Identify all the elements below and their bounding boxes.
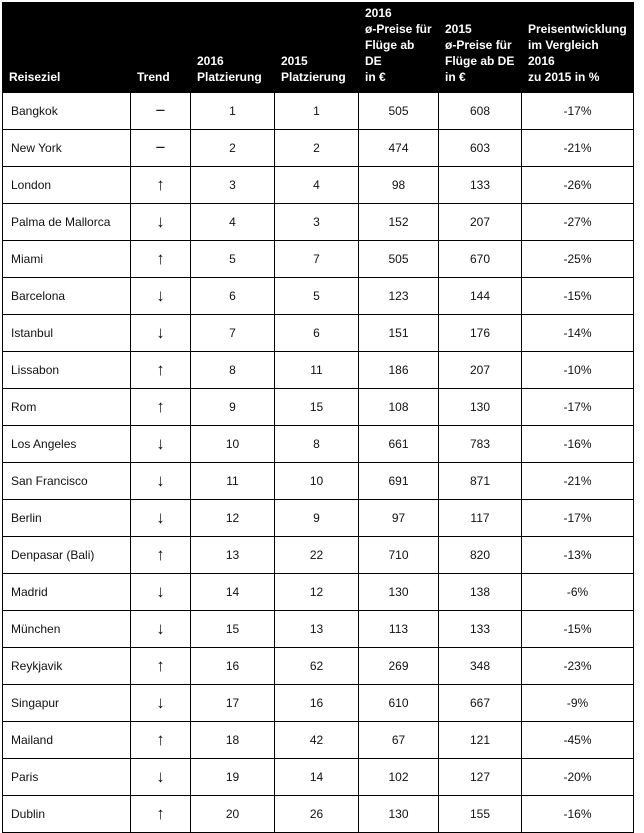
price-change-cell: -21% xyxy=(522,130,634,167)
price-2015-cell: 667 xyxy=(439,685,522,722)
destination-cell: Istanbul xyxy=(3,315,131,352)
price-2015-cell: 603 xyxy=(439,130,522,167)
arrow-up-icon: ↑ xyxy=(156,175,165,194)
rank-2015-cell: 3 xyxy=(275,204,359,241)
destination-cell: Lissabon xyxy=(3,352,131,389)
table-row xyxy=(3,167,634,204)
price-2016-cell: 102 xyxy=(359,759,439,796)
rank-2015-cell: 1 xyxy=(275,93,359,130)
price-2015-cell: 608 xyxy=(439,93,522,130)
price-2015-cell: 130 xyxy=(439,389,522,426)
price-2015-cell: 155 xyxy=(439,796,522,833)
travel-price-table xyxy=(2,2,634,833)
destination-cell: Madrid xyxy=(3,574,131,611)
price-change-cell: -17% xyxy=(522,389,634,426)
price-2015-cell: 871 xyxy=(439,463,522,500)
rank-2016-cell: 2 xyxy=(191,130,275,167)
table-row xyxy=(3,389,634,426)
price-2016-cell: 123 xyxy=(359,278,439,315)
arrow-down-icon: ↓ xyxy=(156,767,165,786)
price-change-cell: -16% xyxy=(522,796,634,833)
dash-icon: − xyxy=(155,138,166,157)
table-row xyxy=(3,500,634,537)
rank-2015-cell: 14 xyxy=(275,759,359,796)
rank-2015-cell: 62 xyxy=(275,648,359,685)
header-destination: Reiseziel xyxy=(3,3,131,93)
rank-2016-cell: 9 xyxy=(191,389,275,426)
rank-2015-cell: 6 xyxy=(275,315,359,352)
price-2016-cell: 505 xyxy=(359,93,439,130)
arrow-up-icon: ↑ xyxy=(156,656,165,675)
price-change-cell: -26% xyxy=(522,167,634,204)
price-2016-cell: 108 xyxy=(359,389,439,426)
price-2016-cell: 186 xyxy=(359,352,439,389)
trend-cell xyxy=(131,204,191,241)
destination-cell: Singapur xyxy=(3,685,131,722)
trend-cell xyxy=(131,574,191,611)
rank-2015-cell: 7 xyxy=(275,241,359,278)
price-2016-cell: 67 xyxy=(359,722,439,759)
rank-2016-cell: 14 xyxy=(191,574,275,611)
table-row xyxy=(3,278,634,315)
table-row xyxy=(3,611,634,648)
dash-icon: − xyxy=(155,101,166,120)
rank-2015-cell: 12 xyxy=(275,574,359,611)
price-2015-cell: 144 xyxy=(439,278,522,315)
price-2015-cell: 127 xyxy=(439,759,522,796)
rank-2015-cell: 5 xyxy=(275,278,359,315)
price-change-cell: -13% xyxy=(522,537,634,574)
trend-cell xyxy=(131,278,191,315)
destination-cell: Denpasar (Bali) xyxy=(3,537,131,574)
rank-2016-cell: 3 xyxy=(191,167,275,204)
rank-2016-cell: 18 xyxy=(191,722,275,759)
price-change-cell: -15% xyxy=(522,278,634,315)
header-rank-2016: 2016 Platzierung xyxy=(191,3,275,93)
table-row xyxy=(3,537,634,574)
price-change-cell: -17% xyxy=(522,500,634,537)
header-price-change: Preisentwicklung im Vergleich 2016 zu 2015 in % xyxy=(522,3,634,93)
price-2015-cell: 133 xyxy=(439,167,522,204)
table-row xyxy=(3,426,634,463)
price-2015-cell: 121 xyxy=(439,722,522,759)
price-2016-cell: 98 xyxy=(359,167,439,204)
trend-cell xyxy=(131,241,191,278)
rank-2016-cell: 1 xyxy=(191,93,275,130)
table-row xyxy=(3,722,634,759)
rank-2015-cell: 9 xyxy=(275,500,359,537)
arrow-down-icon: ↓ xyxy=(156,619,165,638)
trend-cell xyxy=(131,611,191,648)
table-row xyxy=(3,241,634,278)
rank-2016-cell: 6 xyxy=(191,278,275,315)
table-body xyxy=(3,93,634,833)
rank-2015-cell: 22 xyxy=(275,537,359,574)
trend-cell xyxy=(131,389,191,426)
price-2015-cell: 138 xyxy=(439,574,522,611)
rank-2015-cell: 10 xyxy=(275,463,359,500)
destination-cell: Mailand xyxy=(3,722,131,759)
destination-cell: Los Angeles xyxy=(3,426,131,463)
arrow-down-icon: ↓ xyxy=(156,471,165,490)
table-row xyxy=(3,648,634,685)
destination-cell: München xyxy=(3,611,131,648)
arrow-up-icon: ↑ xyxy=(156,804,165,823)
price-change-cell: -23% xyxy=(522,648,634,685)
trend-cell xyxy=(131,315,191,352)
arrow-up-icon: ↑ xyxy=(156,545,165,564)
price-2016-cell: 691 xyxy=(359,463,439,500)
destination-cell: London xyxy=(3,167,131,204)
arrow-down-icon: ↓ xyxy=(156,286,165,305)
trend-cell xyxy=(131,648,191,685)
trend-cell xyxy=(131,463,191,500)
destination-cell: San Francisco xyxy=(3,463,131,500)
rank-2016-cell: 7 xyxy=(191,315,275,352)
trend-cell xyxy=(131,130,191,167)
rank-2016-cell: 8 xyxy=(191,352,275,389)
table-row xyxy=(3,352,634,389)
destination-cell: Palma de Mallorca xyxy=(3,204,131,241)
destination-cell: Berlin xyxy=(3,500,131,537)
price-2016-cell: 151 xyxy=(359,315,439,352)
price-2016-cell: 610 xyxy=(359,685,439,722)
trend-cell xyxy=(131,352,191,389)
price-change-cell: -10% xyxy=(522,352,634,389)
trend-cell xyxy=(131,537,191,574)
price-2015-cell: 207 xyxy=(439,204,522,241)
rank-2016-cell: 16 xyxy=(191,648,275,685)
price-2016-cell: 661 xyxy=(359,426,439,463)
rank-2016-cell: 11 xyxy=(191,463,275,500)
table-row xyxy=(3,463,634,500)
price-2016-cell: 97 xyxy=(359,500,439,537)
arrow-down-icon: ↓ xyxy=(156,582,165,601)
trend-cell xyxy=(131,93,191,130)
rank-2016-cell: 13 xyxy=(191,537,275,574)
rank-2016-cell: 20 xyxy=(191,796,275,833)
price-change-cell: -16% xyxy=(522,426,634,463)
header-rank-2015: 2015 Platzierung xyxy=(275,3,359,93)
header-price-2015: 2015 ø-Preise für Flüge ab DE in € xyxy=(439,3,522,93)
price-change-cell: -20% xyxy=(522,759,634,796)
price-2015-cell: 133 xyxy=(439,611,522,648)
trend-cell xyxy=(131,685,191,722)
table-row xyxy=(3,315,634,352)
destination-cell: Dublin xyxy=(3,796,131,833)
rank-2015-cell: 15 xyxy=(275,389,359,426)
arrow-down-icon: ↓ xyxy=(156,323,165,342)
price-2016-cell: 474 xyxy=(359,130,439,167)
arrow-down-icon: ↓ xyxy=(156,434,165,453)
price-change-cell: -14% xyxy=(522,315,634,352)
header-trend: Trend xyxy=(131,3,191,93)
rank-2015-cell: 26 xyxy=(275,796,359,833)
rank-2016-cell: 12 xyxy=(191,500,275,537)
price-2015-cell: 207 xyxy=(439,352,522,389)
rank-2016-cell: 5 xyxy=(191,241,275,278)
price-2016-cell: 152 xyxy=(359,204,439,241)
trend-cell xyxy=(131,722,191,759)
table-row xyxy=(3,204,634,241)
header-price-2016: 2016 ø-Preise für Flüge ab DE in € xyxy=(359,3,439,93)
rank-2015-cell: 4 xyxy=(275,167,359,204)
rank-2015-cell: 16 xyxy=(275,685,359,722)
rank-2015-cell: 8 xyxy=(275,426,359,463)
price-2016-cell: 505 xyxy=(359,241,439,278)
price-2015-cell: 670 xyxy=(439,241,522,278)
price-2015-cell: 348 xyxy=(439,648,522,685)
price-change-cell: -21% xyxy=(522,463,634,500)
trend-cell xyxy=(131,500,191,537)
destination-cell: Rom xyxy=(3,389,131,426)
price-change-cell: -25% xyxy=(522,241,634,278)
arrow-up-icon: ↑ xyxy=(156,397,165,416)
price-change-cell: -17% xyxy=(522,93,634,130)
arrow-up-icon: ↑ xyxy=(156,360,165,379)
price-2015-cell: 820 xyxy=(439,537,522,574)
rank-2015-cell: 11 xyxy=(275,352,359,389)
arrow-down-icon: ↓ xyxy=(156,508,165,527)
price-change-cell: -45% xyxy=(522,722,634,759)
rank-2016-cell: 15 xyxy=(191,611,275,648)
table-row xyxy=(3,93,634,130)
price-change-cell: -6% xyxy=(522,574,634,611)
price-2015-cell: 783 xyxy=(439,426,522,463)
price-2016-cell: 130 xyxy=(359,574,439,611)
price-change-cell: -15% xyxy=(522,611,634,648)
rank-2016-cell: 19 xyxy=(191,759,275,796)
trend-cell xyxy=(131,759,191,796)
price-2015-cell: 176 xyxy=(439,315,522,352)
rank-2016-cell: 10 xyxy=(191,426,275,463)
table-header xyxy=(3,3,634,93)
arrow-down-icon: ↓ xyxy=(156,693,165,712)
rank-2015-cell: 42 xyxy=(275,722,359,759)
trend-cell xyxy=(131,426,191,463)
price-2016-cell: 113 xyxy=(359,611,439,648)
rank-2015-cell: 2 xyxy=(275,130,359,167)
rank-2016-cell: 17 xyxy=(191,685,275,722)
destination-cell: Paris xyxy=(3,759,131,796)
price-2016-cell: 710 xyxy=(359,537,439,574)
destination-cell: Reykjavik xyxy=(3,648,131,685)
rank-2016-cell: 4 xyxy=(191,204,275,241)
rank-2015-cell: 13 xyxy=(275,611,359,648)
price-2016-cell: 130 xyxy=(359,796,439,833)
arrow-up-icon: ↑ xyxy=(156,249,165,268)
table-row xyxy=(3,574,634,611)
price-2015-cell: 117 xyxy=(439,500,522,537)
arrow-down-icon: ↓ xyxy=(156,212,165,231)
header-row xyxy=(3,3,634,93)
destination-cell: New York xyxy=(3,130,131,167)
destination-cell: Bangkok xyxy=(3,93,131,130)
price-change-cell: -27% xyxy=(522,204,634,241)
destination-cell: Barcelona xyxy=(3,278,131,315)
table-row xyxy=(3,130,634,167)
destination-cell: Miami xyxy=(3,241,131,278)
trend-cell xyxy=(131,167,191,204)
price-change-cell: -9% xyxy=(522,685,634,722)
table-row xyxy=(3,685,634,722)
table-row xyxy=(3,759,634,796)
arrow-up-icon: ↑ xyxy=(156,730,165,749)
price-2016-cell: 269 xyxy=(359,648,439,685)
